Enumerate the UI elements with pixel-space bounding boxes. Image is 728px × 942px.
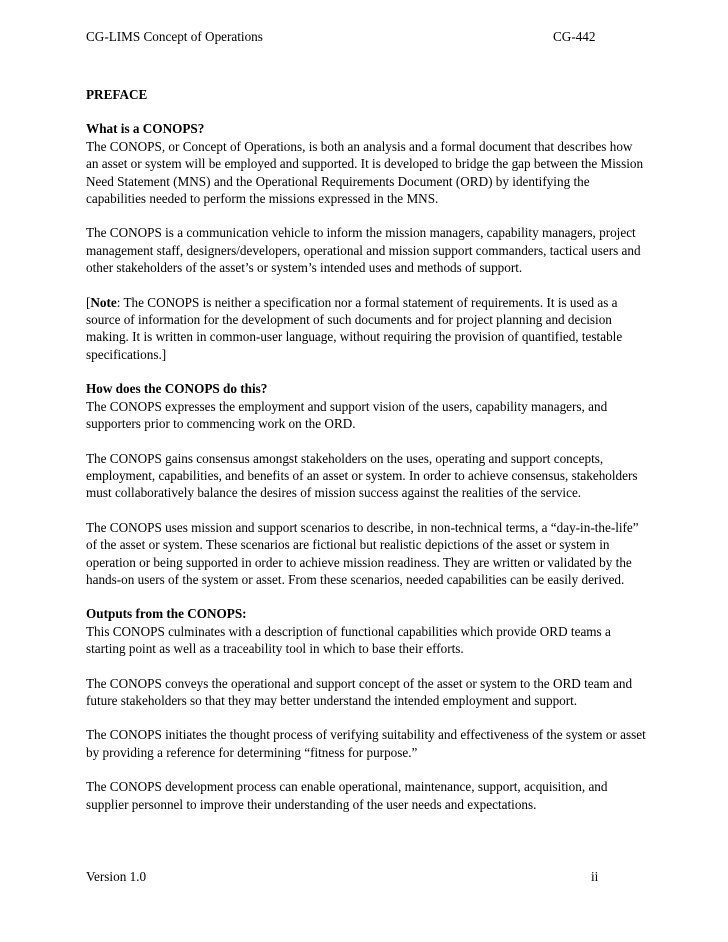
- outputs-paragraph-4: The CONOPS development process can enable operational, maintenance, support, acquisition, and supplier personnel to improve their understanding of the user needs and expectations.: [86, 779, 608, 812]
- how-paragraph-1: The CONOPS expresses the employment and support vision of the users, capability managers, and supporters prior to commencing work on the ORD.: [86, 398, 608, 432]
- outputs-paragraph-1: This CONOPS culminates with a description of functional capabilities which provide ORD teams a starting point as well as a traceability tool in which to base their efforts.: [86, 623, 611, 657]
- footer-version: Version 1.0: [86, 869, 147, 884]
- how-paragraph-3: The CONOPS uses mission and support scenarios to describe, in non-technical terms, a “day-in-the-life” of the asset or system. These scenarios are fictional but realistic depictions of the asset or system in operation or being supported in order to achieve mission readiness. They are written or validated by the hands-on users of the system or asset. From these scenarios, needed capabilities can be easily derived.: [86, 519, 639, 587]
- what-paragraph-2: The CONOPS is a communication vehicle to inform the mission managers, capability managers, project management staff, designers/developers, operational and mission support commanders, tactical users and other stakeholders of the asset’s or system’s intended uses and methods of support.: [86, 225, 641, 276]
- outputs-paragraph-2: The CONOPS conveys the operational and support concept of the asset or system to the ORD team and future stakeholders so that they may better understand the intended employment and support.: [86, 675, 633, 708]
- outputs-heading: Outputs from the CONOPS:: [86, 606, 247, 622]
- footer-page-number: ii: [591, 869, 599, 884]
- header-title: CG-LIMS Concept of Operations: [86, 29, 263, 44]
- preface-heading: PREFACE: [86, 87, 148, 102]
- page-header: [86, 28, 606, 48]
- what-paragraph-1: The CONOPS, or Concept of Operations, is both an analysis and a formal document that describes how an asset or system will be employed and supported. It is developed to bridge the gap between the Mission Need Statement (MNS) and the Operational Requirements Document (ORD) by identifying the capabilities needed to perform the missions expressed in the MNS.: [86, 138, 644, 207]
- header-doc-number: CG-442: [553, 29, 596, 44]
- note-label: Note: [90, 294, 117, 310]
- what-is-conops-heading: What is a CONOPS?: [86, 121, 205, 137]
- note-text: : The CONOPS is neither a specification nor a formal statement of requirements. It is used as a source of information for the development of such documents and for project planning and decision making. It is written in common-user language, without requiring the provision of quantified, testable specifications.]: [86, 294, 623, 362]
- outputs-paragraph-3: The CONOPS initiates the thought process of verifying suitability and effectiveness of the system or asset by providing a reference for determining “fitness for purpose.”: [86, 727, 646, 760]
- note-open-bracket: [: [86, 294, 91, 310]
- note-paragraph: [86, 294, 646, 364]
- page-footer: [86, 868, 606, 888]
- page-content: [86, 86, 646, 813]
- how-paragraph-2: The CONOPS gains consensus amongst stakeholders on the uses, operating and support concepts, employment, capabilities, and benefits of an asset or system. In order to achieve consensus, stakeholders must collaboratively balance the desires of mission success against the realities of the service.: [86, 450, 638, 501]
- how-heading: How does the CONOPS do this?: [86, 381, 268, 397]
